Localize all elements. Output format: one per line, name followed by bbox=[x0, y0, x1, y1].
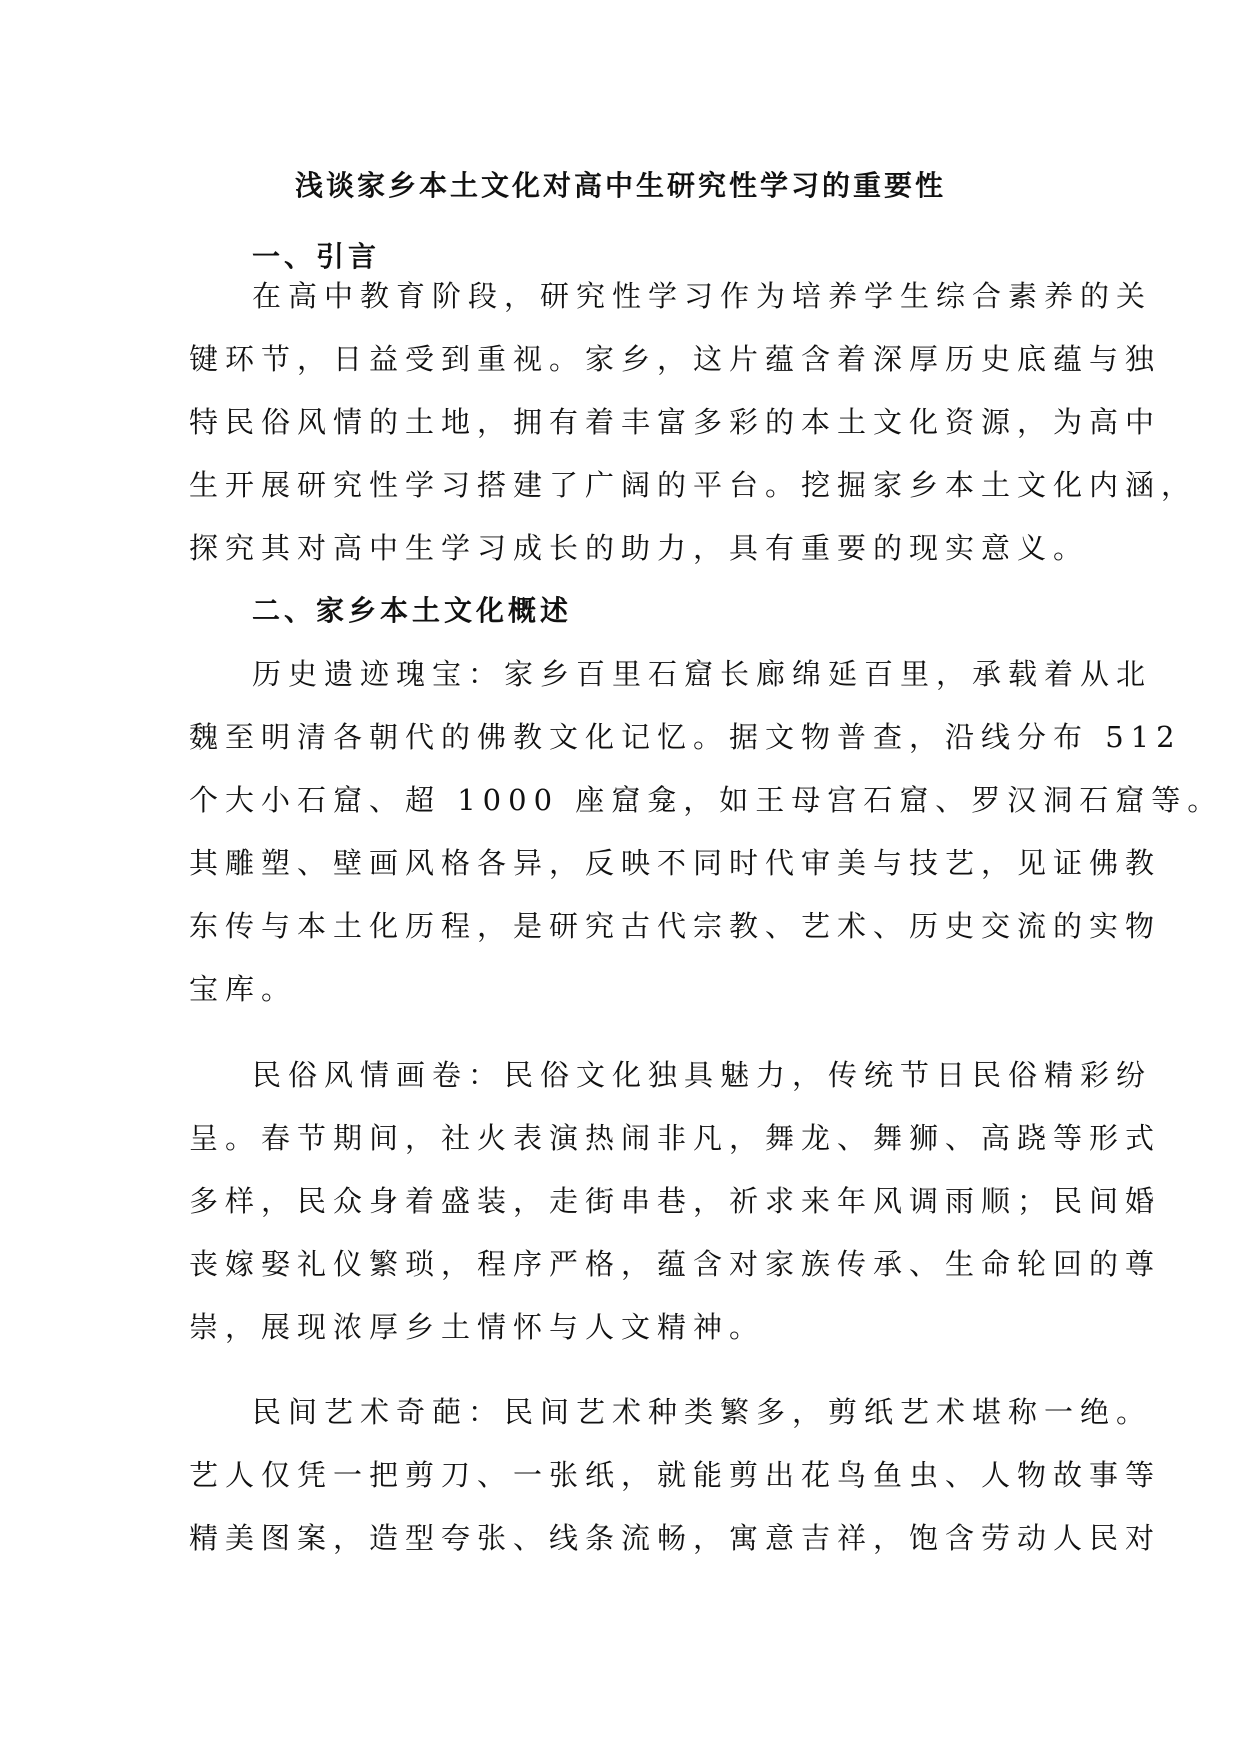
paragraph-line: 键环节，日益受到重视。家乡，这片蕴含着深厚历史底蕴与独 bbox=[189, 342, 1162, 376]
paragraph-line: 崇，展现浓厚乡土情怀与人文精神。 bbox=[189, 1310, 766, 1344]
paragraph-line: 个大小石窟、超 1000 座窟龛，如王母宫石窟、罗汉洞石窟等。 bbox=[189, 783, 1224, 817]
paragraph-line: 东传与本土化历程，是研究古代宗教、艺术、历史交流的实物 bbox=[189, 909, 1162, 943]
paragraph-line: 民俗风情画卷：民俗文化独具魅力，传统节日民俗精彩纷 bbox=[252, 1058, 1153, 1092]
paragraph-line: 艺人仅凭一把剪刀、一张纸，就能剪出花鸟鱼虫、人物故事等 bbox=[189, 1458, 1162, 1492]
paragraph-line: 生开展研究性学习搭建了广阔的平台。挖掘家乡本土文化内涵， bbox=[189, 468, 1198, 502]
paragraph-line: 多样，民众身着盛装，走街串巷，祈求来年风调雨顺；民间婚 bbox=[189, 1184, 1162, 1218]
paragraph-line: 探究其对高中生学习成长的助力，具有重要的现实意义。 bbox=[189, 531, 1090, 565]
paragraph-line: 丧嫁娶礼仪繁琐，程序严格，蕴含对家族传承、生命轮回的尊 bbox=[189, 1247, 1162, 1281]
paragraph-line: 在高中教育阶段，研究性学习作为培养学生综合素养的关 bbox=[252, 279, 1153, 313]
document-title: 浅谈家乡本土文化对高中生研究性学习的重要性 bbox=[294, 169, 946, 202]
paragraph-line: 精美图案，造型夸张、线条流畅，寓意吉祥，饱含劳动人民对 bbox=[189, 1521, 1162, 1555]
paragraph-line: 呈。春节期间，社火表演热闹非凡，舞龙、舞狮、高跷等形式 bbox=[189, 1121, 1162, 1155]
paragraph-line: 历史遗迹瑰宝：家乡百里石窟长廊绵延百里，承载着从北 bbox=[252, 657, 1153, 691]
paragraph-line: 魏至明清各朝代的佛教文化记忆。据文物普查，沿线分布 512 bbox=[189, 720, 1182, 754]
paragraph-line: 特民俗风情的土地，拥有着丰富多彩的本土文化资源，为高中 bbox=[189, 405, 1162, 439]
paragraph-line: 民间艺术奇葩：民间艺术种类繁多，剪纸艺术堪称一绝。 bbox=[252, 1395, 1153, 1429]
paragraph-line: 宝库。 bbox=[189, 972, 298, 1006]
section-heading-introduction: 一、引言 bbox=[252, 240, 381, 273]
paragraph-line: 其雕塑、壁画风格各异，反映不同时代审美与技艺，见证佛教 bbox=[189, 846, 1162, 880]
section-heading-overview: 二、家乡本土文化概述 bbox=[252, 594, 573, 627]
